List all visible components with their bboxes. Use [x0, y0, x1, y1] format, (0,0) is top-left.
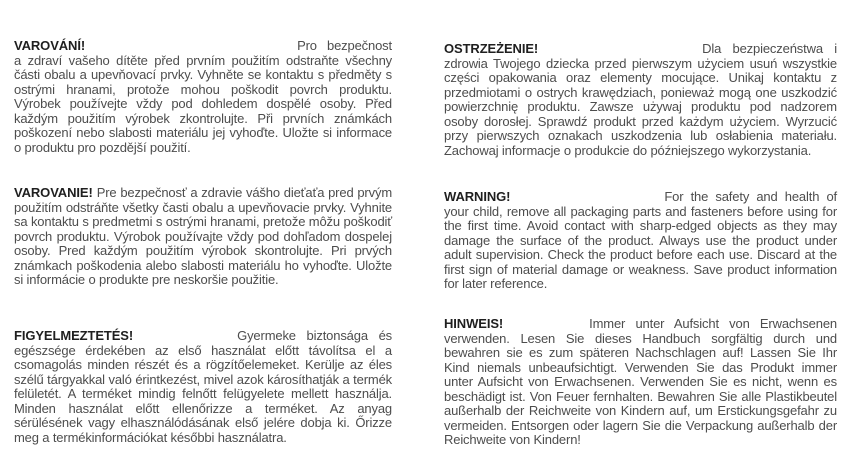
warning-block-english — [444, 190, 837, 292]
warning-heading-german: HINWEIS! — [444, 316, 504, 331]
warning-body-slovak: Pre bezpečnosť a zdravie vášho dieťaťa pred prvým použitím odstráňte všetky časti obalu a upevňovacie prvky. Vyhnite sa kontaktu s predmetmi s ostrými hranami, pretože môžu poškodiť povrch produktu. Výrobok používajte vždy pod dohľadom dospelej osoby. Pred každým použitím výrobok skontrolujte. Pri prvých známkach poškodenia alebo slabosti materiálu ho vyhoďte. Uložte si informácie o produkte pre neskoršie použitie. — [14, 185, 392, 287]
warning-heading-slovak: VAROVANIE! — [14, 185, 93, 200]
warning-body-polish: Dla bezpieczeństwa i zdrowia Twojego dziecka przed pierwszym użyciem usuń wszystkie części opakowania oraz elementy mocujące. Unikaj kontaktu z przedmiotami o ostrych krawędziach, ponieważ mogą one uszkodzić powierzchnię produktu. Zawsze używaj produktu pod nadzorem osoby dorosłej. Sprawdź produkt przed każdym użyciem. Wyrzucić przy pierwszych oznakach uszkodzenia lub osłabienia materiału. Zachowaj informacje o produkcie do późniejszego wykorzystania. — [444, 41, 837, 158]
warning-body-german: Immer unter Aufsicht von Erwachsenen verwenden. Lesen Sie dieses Handbuch sorgfältig durch und bewahren sie es zum späteren Nachschlagen auf! Lassen Sie Ihr Kind niemals unbeaufsichtigt. Verwenden Sie das Produkt immer unter Aufsicht von Erwachsenen. Verwenden Sie es nicht, wenn es beschädigt ist. Von Feuer fernhalten. Bewahren Sie alle Plastikbeutel außerhalb der Reichweite von Kindern auf, um Erstickungsgefahr zu vermeiden. Entsorgen oder lagern Sie die Verpackung außerhalb der Reichweite von Kindern! — [444, 316, 837, 447]
warning-heading-polish: OSTRZEŻENIE! — [444, 41, 539, 56]
heading-tab-spacer — [133, 339, 237, 340]
warning-block-polish — [444, 42, 837, 158]
warning-block-slovak — [14, 186, 392, 288]
heading-tab-spacer — [538, 52, 702, 53]
warning-body-hungarian: Gyermeke biztonsága és egészsége érdekében az első használat előtt távolítsa el a csomagolás minden részét és a rögzítőelemeket. Kerülje az éles szélű tárgyakkal való érintkezést, mivel azok károsíthatják a termék felületét. A terméket mindig felnőtt felügyelete mellett használja. Minden használat előtt ellenőrizze a terméket. Az anyag sérülésének vagy elhasználódásának első jelére dobja ki. Őrizze meg a termékinformációkat későbbi használatra. — [14, 328, 392, 445]
warning-block-czech — [14, 39, 392, 155]
warning-block-german — [444, 317, 837, 448]
warning-body-english: For the safety and health of your child, remove all packaging parts and fasteners before using for the first time. Avoid contact with sharp-edged objects as they may damage the surface of the product. Always use the product under adult supervision. Check the product before each use. Discard at the first sign of material damage or weakness. Save product information for later reference. — [444, 189, 837, 291]
heading-tab-spacer — [503, 327, 589, 328]
warning-body-czech: Pro bezpečnost a zdraví vašeho dítěte před prvním použitím odstraňte všechny části obalu a upevňovací prvky. Vyhněte se kontaktu s předměty s ostrými hranami, protože mohou poškodit povrch produktu. Výrobek používejte vždy pod dohledem dospělé osoby. Před každým použitím výrobek zkontrolujte. Při prvních známkách poškození nebo slabosti materiálu jej vyhoďte. Uložte si informace o produktu pro pozdější použití. — [14, 38, 392, 155]
warning-block-hungarian — [14, 329, 392, 445]
warning-heading-czech: VAROVÁNÍ! — [14, 38, 86, 53]
heading-tab-spacer — [85, 49, 297, 50]
warning-heading-english: WARNING! — [444, 189, 511, 204]
heading-tab-spacer — [510, 200, 664, 201]
warning-heading-hungarian: FIGYELMEZTETÉS! — [14, 328, 134, 343]
